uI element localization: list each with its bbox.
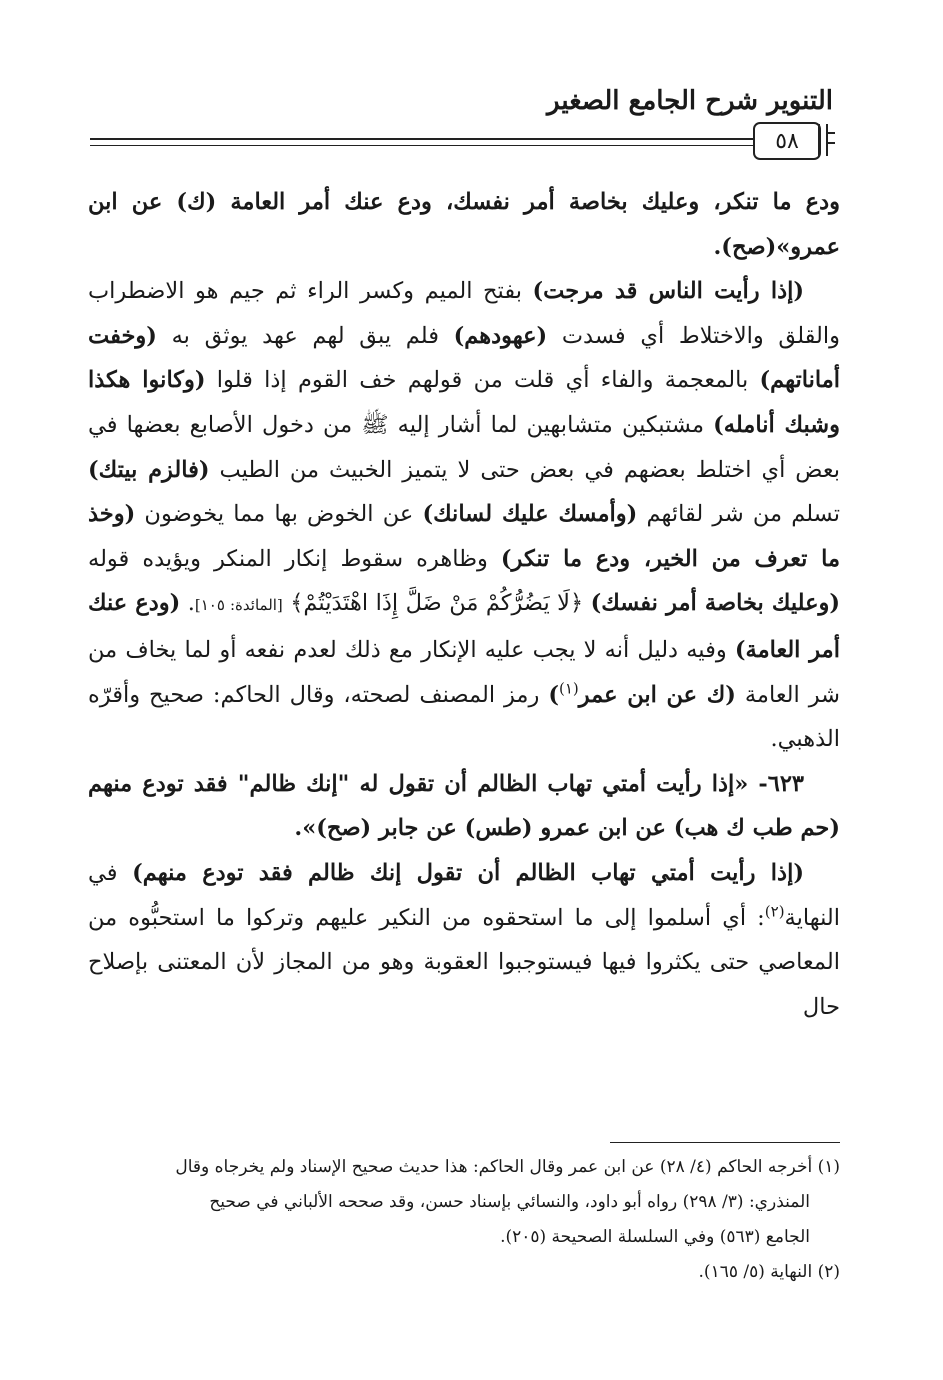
running-title: التنوير شرح الجامع الصغير [547,86,833,116]
footnotes [88,1150,840,1290]
quoted-phrase: (فالزم بيتك) [88,456,210,483]
footnote-2: (٢) النهاية (٥/ ١٦٥). [698,1262,840,1282]
quran-verse: ﴿لَا يَضُرُّكُمْ مَنْ ضَلَّ إِذَا اهْتَدَيْتُمْ﴾ [282,590,591,617]
commentary-text: في النهاية [88,859,840,931]
surah-reference: [المائدة: ١٠٥] [194,596,283,615]
quoted-phrase: (وعليك بخاصة أمر نفسك) [590,590,841,617]
commentary-text: . [180,590,195,617]
footnote-rule [610,1142,840,1143]
commentary-paragraph [88,851,840,1029]
header-rule-end [827,132,835,144]
quoted-phrase: (ودع عنك أمر العامة) [88,590,840,663]
footnote-marker-1[interactable]: (١) [558,679,579,698]
footnote-marker-2[interactable]: (٢) [764,902,785,920]
page-number: ٥٨ [753,122,821,160]
commentary-text: عن الخوض بها مما يخوضون [135,501,423,528]
quoted-phrase: (وخفت أماناتهم) [88,322,841,394]
quoted-phrase: (عهودهم) [453,322,548,349]
footnote-1-line-2: المنذري: (٣/ ٢٩٨) رواه أبو داود، والنسائي بإسناد حسن، وقد صححه الألباني في صحيح [209,1192,810,1212]
quoted-phrase: (إذا رأيت أمتي تهاب الظالم أن تقول إنك ظالم فقد تودع منهم) [132,859,804,886]
footnote-1-line-3: الجامع (٥٦٣) وفي السلسلة الصحيحة (٢٠٥). [500,1227,810,1247]
commentary-text: بفتح الميم وكسر الراء ثم جيم هو الاضطراب والقلق والاختلاط أي فسدت [88,278,840,349]
hadith-paragraph-623: ٦٢٣- «إذا رأيت أمتي تهاب الظالم أن تقول له "إنك ظالم" فقد تودع منهم (حم طب ك هب) عن ابن عمرو (طس) عن جابر (صح)». [88,770,840,842]
quoted-phrase: ) [548,681,559,708]
hadith-end-paragraph: ودع ما تنكر، وعليك بخاصة أمر نفسك، ودع عنك أمر العامة (ك) عن ابن عمرو»(صح). [88,189,840,260]
footnote-1-line-1: (١) أخرجه الحاكم (٤/ ٢٨) عن ابن عمر وقال الحاكم: هذا حديث صحيح الإسناد ولم يخرجاه وقال [175,1157,840,1177]
quoted-phrase: (إذا رأيت الناس قد مرجت) [532,278,804,305]
quoted-phrase: (وخذ ما تعرف من الخير، ودع ما تنكر) [88,501,841,572]
quoted-phrase: (وكانوا هكذا وشبك أنامله) [88,367,840,438]
commentary-text: : أي أسلموا إلى ما استحقوه من النكير عليهم وتركوا ما استحبُّوه من المعاصي حتى يكثروا فيها فيستوجبوا العقوبة وهو من المجاز لأن المعتنى بإصلاح حال [88,904,840,1020]
commentary-text: رمز المصنف لصحته، وقال الحاكم: صحيح وأقرّه الذهبي. [88,681,840,753]
commentary-paragraph [88,269,840,762]
main-text [88,180,840,1029]
commentary-text: تسلم من شر لقائهم [637,501,840,528]
commentary-text: وظاهره سقوط إنكار المنكر ويؤيده قوله [88,545,501,572]
commentary-text: مشتبكين متشابهين لما أشار إليه ﷺ من دخول الأصابع بعضها في بعض أي اختلط بعضهم في بعض حتى لا يتميز الخبيث من الطيب [88,411,840,483]
header-rule [90,138,753,146]
commentary-text: فلم يبق لهم عهد يوثق به [156,322,454,349]
quoted-phrase: (وأمسك عليك لسانك) [422,501,638,528]
commentary-text: بالمعجمة والفاء أي قلت من قولهم خف القوم إذا قلوا [205,367,760,394]
quoted-phrase: (ك عن ابن عمر [578,681,736,708]
commentary-text: وفيه دليل أنه لا يجب عليه الإنكار مع ذلك لعدم نفعه أو لما يخاف من شر العامة [88,636,840,708]
